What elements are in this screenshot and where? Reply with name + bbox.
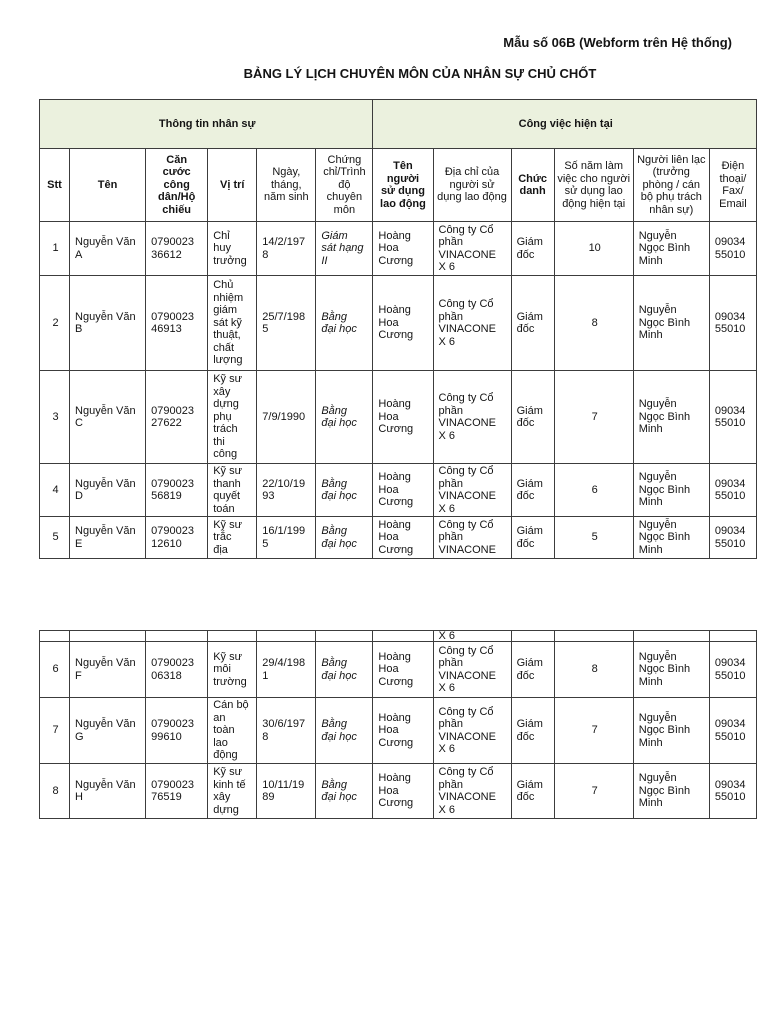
cell-dob: 30/6/197 8 bbox=[257, 698, 316, 764]
cell-qualification bbox=[316, 631, 373, 642]
cell-position: Chỉ huy trưởng bbox=[208, 222, 257, 276]
cell-qualification: Bằng đại học bbox=[316, 517, 373, 559]
cell-phone: 09034 55010 bbox=[709, 222, 756, 276]
cell-id-number: 0790023 46913 bbox=[146, 276, 208, 371]
cell-stt bbox=[40, 631, 70, 642]
cell-qualification: Bằng đại học bbox=[316, 371, 373, 464]
column-header-name: Tên bbox=[70, 149, 146, 222]
cell-contact: Nguyễn Ngọc Bình Minh bbox=[633, 276, 709, 371]
cell-id-number: 0790023 36612 bbox=[146, 222, 208, 276]
cell-name: Nguyễn Văn G bbox=[70, 698, 146, 764]
cell-contact: Nguyễn Ngọc Bình Minh bbox=[633, 642, 709, 698]
cell-name: Nguyễn Văn F bbox=[70, 642, 146, 698]
cell-job-title: Giám đốc bbox=[511, 371, 554, 464]
column-header-contact: Người liên lạc (trưởng phòng / cán bộ phụ trách nhân sự) bbox=[633, 149, 709, 222]
cell-dob: 16/1/199 5 bbox=[257, 517, 316, 559]
cell-employer-address: Công ty Cổ phần VINACONE X 6 bbox=[433, 464, 511, 517]
table-row bbox=[40, 764, 757, 819]
table-row bbox=[40, 517, 757, 559]
cell-name: Nguyễn Văn D bbox=[70, 464, 146, 517]
cell-qualification: Bằng đại học bbox=[316, 642, 373, 698]
cell-employer: Hoàng Hoa Cương bbox=[373, 642, 433, 698]
cell-phone: 09034 55010 bbox=[709, 464, 756, 517]
cell-years: 8 bbox=[554, 642, 633, 698]
cell-qualification: Bằng đại học bbox=[316, 698, 373, 764]
column-header-years: Số năm làm việc cho người sử dụng lao động hiện tại bbox=[554, 149, 633, 222]
cell-employer: Hoàng Hoa Cương bbox=[373, 517, 433, 559]
cell-name bbox=[70, 631, 146, 642]
cell-contact: Nguyễn Ngọc Bình Minh bbox=[633, 371, 709, 464]
cell-stt: 3 bbox=[40, 371, 70, 464]
cell-contact: Nguyễn Ngọc Bình Minh bbox=[633, 222, 709, 276]
cell-employer: Hoàng Hoa Cương bbox=[373, 464, 433, 517]
cell-employer-address: Công ty Cổ phần VINACONE X 6 bbox=[433, 371, 511, 464]
cell-dob: 22/10/19 93 bbox=[257, 464, 316, 517]
cell-qualification: Giám sát hạng II bbox=[316, 222, 373, 276]
cell-job-title: Giám đốc bbox=[511, 698, 554, 764]
column-header-job-title: Chức danh bbox=[511, 149, 554, 222]
cell-job-title: Giám đốc bbox=[511, 642, 554, 698]
cell-contact: Nguyễn Ngọc Bình Minh bbox=[633, 698, 709, 764]
cell-dob bbox=[257, 631, 316, 642]
table-row bbox=[40, 642, 757, 698]
cell-name: Nguyễn Văn E bbox=[70, 517, 146, 559]
cell-years bbox=[554, 631, 633, 642]
cell-id-number: 0790023 06318 bbox=[146, 642, 208, 698]
cell-position: Cán bộ an toàn lao động bbox=[208, 698, 257, 764]
cell-stt: 7 bbox=[40, 698, 70, 764]
cell-contact: Nguyễn Ngọc Bình Minh bbox=[633, 517, 709, 559]
column-header-row bbox=[40, 149, 757, 222]
cell-stt: 5 bbox=[40, 517, 70, 559]
cell-employer-address: X 6 bbox=[433, 631, 511, 642]
cell-stt: 4 bbox=[40, 464, 70, 517]
cell-employer-address: Công ty Cổ phần VINACONE X 6 bbox=[433, 642, 511, 698]
cell-employer-address: Công ty Cổ phần VINACONE X 6 bbox=[433, 222, 511, 276]
cell-employer: Hoàng Hoa Cương bbox=[373, 371, 433, 464]
cell-employer-address: Công ty Cổ phần VINACONE X 6 bbox=[433, 764, 511, 819]
table-row bbox=[40, 371, 757, 464]
cell-position bbox=[208, 631, 257, 642]
cell-phone: 09034 55010 bbox=[709, 276, 756, 371]
cell-employer bbox=[373, 631, 433, 642]
cell-phone: 09034 55010 bbox=[709, 764, 756, 819]
cell-position: Kỹ sư trắc địa bbox=[208, 517, 257, 559]
cell-employer: Hoàng Hoa Cương bbox=[373, 276, 433, 371]
cell-job-title: Giám đốc bbox=[511, 517, 554, 559]
column-header-qualification: Chứng chỉ/Trình độ chuyên môn bbox=[316, 149, 373, 222]
cell-dob: 10/11/19 89 bbox=[257, 764, 316, 819]
table-row bbox=[40, 631, 757, 642]
cell-job-title: Giám đốc bbox=[511, 464, 554, 517]
cell-employer: Hoàng Hoa Cương bbox=[373, 764, 433, 819]
cell-dob: 14/2/197 8 bbox=[257, 222, 316, 276]
cell-contact: Nguyễn Ngọc Bình Minh bbox=[633, 464, 709, 517]
page-title: BẢNG LÝ LỊCH CHUYÊN MÔN CỦA NHÂN SỰ CHỦ CHỐT bbox=[243, 66, 597, 81]
cell-employer: Hoàng Hoa Cương bbox=[373, 222, 433, 276]
cell-position: Kỹ sư môi trường bbox=[208, 642, 257, 698]
table-row bbox=[40, 698, 757, 764]
cell-position: Kỹ sư xây dựng phụ trách thi công bbox=[208, 371, 257, 464]
cell-id-number: 0790023 56819 bbox=[146, 464, 208, 517]
cell-years: 10 bbox=[554, 222, 633, 276]
cell-qualification: Bằng đại học bbox=[316, 276, 373, 371]
form-code: Mẫu số 06B (Webform trên Hệ thống) bbox=[503, 35, 732, 50]
cell-years: 8 bbox=[554, 276, 633, 371]
cell-dob: 25/7/198 5 bbox=[257, 276, 316, 371]
column-header-stt: Stt bbox=[40, 149, 70, 222]
cell-stt: 6 bbox=[40, 642, 70, 698]
table-row bbox=[40, 222, 757, 276]
cell-phone bbox=[709, 631, 756, 642]
cell-name: Nguyễn Văn H bbox=[70, 764, 146, 819]
cell-dob: 29/4/198 1 bbox=[257, 642, 316, 698]
cell-contact: Nguyễn Ngọc Bình Minh bbox=[633, 764, 709, 819]
cell-name: Nguyễn Văn A bbox=[70, 222, 146, 276]
cell-job-title: Giám đốc bbox=[511, 222, 554, 276]
cell-stt: 1 bbox=[40, 222, 70, 276]
column-header-employer: Tên người sử dụng lao động bbox=[373, 149, 433, 222]
cell-job-title: Giám đốc bbox=[511, 764, 554, 819]
cell-name: Nguyễn Văn C bbox=[70, 371, 146, 464]
group-header-row bbox=[40, 100, 757, 149]
cell-job-title bbox=[511, 631, 554, 642]
cell-qualification: Bằng đại học bbox=[316, 764, 373, 819]
cell-employer: Hoàng Hoa Cương bbox=[373, 698, 433, 764]
staff-table-page-2 bbox=[39, 630, 757, 819]
cell-name: Nguyễn Văn B bbox=[70, 276, 146, 371]
column-header-id-number: Căn cước công dân/Hộ chiếu bbox=[146, 149, 208, 222]
cell-phone: 09034 55010 bbox=[709, 642, 756, 698]
cell-years: 5 bbox=[554, 517, 633, 559]
column-header-dob: Ngày, tháng, năm sinh bbox=[257, 149, 316, 222]
group-header-personnel-info: Thông tin nhân sự bbox=[40, 100, 373, 149]
cell-qualification: Bằng đại học bbox=[316, 464, 373, 517]
cell-years: 7 bbox=[554, 371, 633, 464]
table-row bbox=[40, 276, 757, 371]
cell-years: 6 bbox=[554, 464, 633, 517]
cell-id-number: 0790023 99610 bbox=[146, 698, 208, 764]
cell-employer-address: Công ty Cổ phần VINACONE X 6 bbox=[433, 276, 511, 371]
cell-phone: 09034 55010 bbox=[709, 517, 756, 559]
cell-position: Kỹ sư kinh tế xây dựng bbox=[208, 764, 257, 819]
cell-dob: 7/9/1990 bbox=[257, 371, 316, 464]
staff-table-page-1 bbox=[39, 99, 757, 559]
cell-stt: 8 bbox=[40, 764, 70, 819]
column-header-position: Vị trí bbox=[208, 149, 257, 222]
cell-id-number: 0790023 27622 bbox=[146, 371, 208, 464]
cell-years: 7 bbox=[554, 698, 633, 764]
cell-id-number bbox=[146, 631, 208, 642]
cell-employer-address: Công ty Cổ phần VINACONE X 6 bbox=[433, 698, 511, 764]
cell-stt: 2 bbox=[40, 276, 70, 371]
column-header-phone: Điện thoại/ Fax/ Email bbox=[709, 149, 756, 222]
cell-id-number: 0790023 12610 bbox=[146, 517, 208, 559]
cell-phone: 09034 55010 bbox=[709, 371, 756, 464]
cell-position: Chủ nhiệm giám sát kỹ thuật, chất lượng bbox=[208, 276, 257, 371]
cell-phone: 09034 55010 bbox=[709, 698, 756, 764]
cell-id-number: 0790023 76519 bbox=[146, 764, 208, 819]
cell-job-title: Giám đốc bbox=[511, 276, 554, 371]
cell-position: Kỹ sư thanh quyết toán bbox=[208, 464, 257, 517]
group-header-current-job: Công việc hiện tại bbox=[373, 100, 757, 149]
column-header-employer-address: Địa chỉ của người sử dụng lao động bbox=[433, 149, 511, 222]
cell-contact bbox=[633, 631, 709, 642]
cell-employer-address: Công ty Cổ phần VINACONE bbox=[433, 517, 511, 559]
table-row bbox=[40, 464, 757, 517]
cell-years: 7 bbox=[554, 764, 633, 819]
